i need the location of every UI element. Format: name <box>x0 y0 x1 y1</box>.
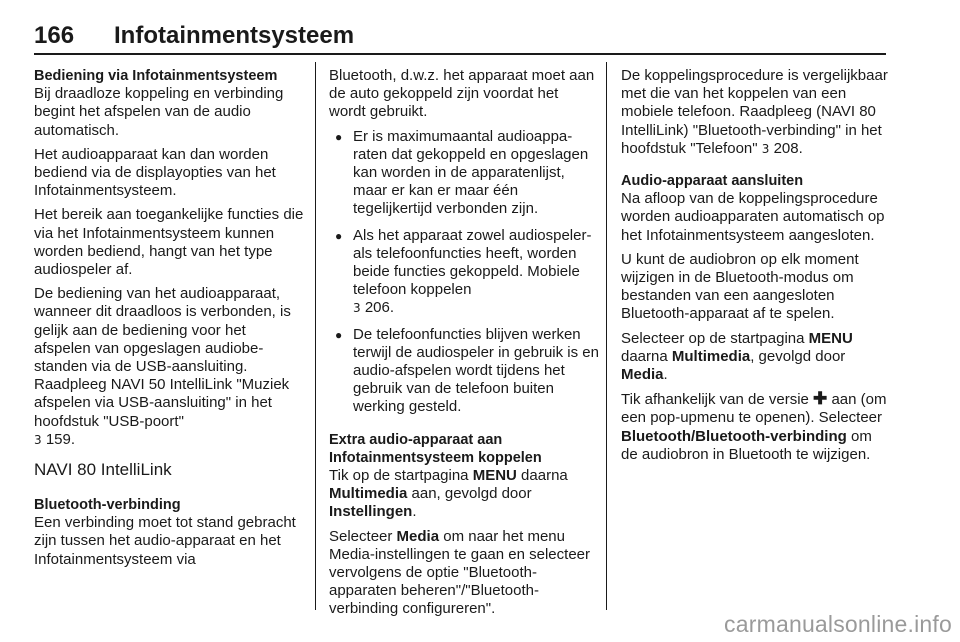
multimedia-term: Multimedia <box>329 485 408 503</box>
paragraph <box>34 285 304 449</box>
paragraph: Het bereik aan toegankelijke functies die via het Infotainmentsysteem kunnen worden bediend, hangt van het type audiospeler af. <box>34 206 304 279</box>
heading-bediening: Bediening via Infotainmentsysteem <box>34 68 278 84</box>
page-ref-icon: 3 <box>34 432 42 447</box>
bullet-list <box>329 128 599 417</box>
heading-extra-apparaat: Extra audio-apparaat aan Infotainmentsysteem koppelen <box>329 431 542 466</box>
column-divider-2 <box>606 62 607 610</box>
paragraph: Bij draadloze koppeling en verbinding begint het afspelen van de audio automatisch. <box>34 85 284 139</box>
bluetooth-verbinding-term: Bluetooth-verbinding <box>695 427 847 445</box>
multimedia-term: Multimedia <box>671 347 751 365</box>
header-rule <box>34 53 886 55</box>
paragraph: Selecteer op de startpagina MENU daarna Multimedia, gevolgd door Media. <box>621 329 853 384</box>
list-item: ● De telefoonfuncties blijven werken terwijl de audiospeler in gebruik is en audio-afspelen wordt tijdens het gebruik van de telefoon buiten werking gesteld. <box>329 326 599 417</box>
bluetooth-term: Bluetooth <box>621 427 691 445</box>
menu-term: MENU <box>808 329 853 347</box>
paragraph: Na afloop van de koppelingsprocedure worden audioapparaten automatisch op het Infotainmentsysteem aangesloten. <box>621 190 885 244</box>
paragraph: De koppelingsprocedure is vergelijkbaar met die van het koppelen van een mobiele telefoon. Raadpleeg (NAVI 80 IntelliLink) "Bluetooth-verbinding" in het hoofdstuk "Telefoon" 3 208. <box>621 67 888 157</box>
heading-audio-aansluiten: Audio-apparaat aansluiten <box>621 173 804 190</box>
column-2 <box>329 67 599 625</box>
list-item: ● Er is maximumaantal audioapparaten dat gekoppeld en opgeslagen kan worden in de apparatenlijst, maar er kan er maar één tegelijkertijd verbonden zijn. <box>329 128 599 219</box>
plus-icon: ✚ <box>813 389 828 409</box>
page-ref-number: 208. <box>773 139 803 157</box>
paragraph: Het audioapparaat kan dan worden bediend via de displayopties van het Infotainmentsysteem. <box>34 145 276 200</box>
section-title: NAVI 80 IntelliLink <box>34 460 172 480</box>
media-term: Media <box>621 366 664 384</box>
page-ref-icon: 3 <box>761 141 770 156</box>
page-header <box>34 22 886 52</box>
paragraph: Een verbinding moet tot stand gebracht zijn tussen het audio-apparaat en het Infotainmentsysteem via <box>34 514 296 568</box>
page-number: 166 <box>34 22 75 49</box>
page-ref-number: 206. <box>364 299 395 317</box>
paragraph: Bluetooth, d.w.z. het apparaat moet aan de auto gekoppeld zijn voordat het wordt gebruikt. <box>329 67 595 121</box>
media-term: Media <box>396 527 440 545</box>
paragraph: U kunt de audiobron op elk moment wijzigen in de Bluetooth-modus om bestanden van een aangesloten Bluetooth-apparaat af te spelen. <box>621 250 859 323</box>
column-3 <box>621 67 891 470</box>
running-title: Infotainmentsysteem <box>114 22 355 49</box>
list-item-text: Als het apparaat zowel audiospeler- als telefoonfuncties heeft, worden beide functies gekoppeld. Mobiele telefoon koppelen <box>353 226 592 299</box>
menu-term: MENU <box>472 467 517 485</box>
list-item <box>329 227 599 318</box>
instellingen-term: Instellingen <box>329 503 413 521</box>
paragraph: Tik afhankelijk van de versie ✚ aan (om een pop-upmenu te openen). Selecteer Bluetooth/Bluetooth-verbinding om de audiobron in Bluetooth te wijzigen. <box>621 389 887 463</box>
watermark: carmanualsonline.info <box>724 611 952 637</box>
page-ref-icon: 3 <box>353 301 361 316</box>
paragraph: Tik op de startpagina MENU daarna Multimedia aan, gevolgd door Instellingen. <box>329 467 568 521</box>
heading-bluetooth-verbinding: Bluetooth-verbinding <box>34 497 181 514</box>
column-1 <box>34 67 304 575</box>
page-ref-number: 159. <box>45 430 76 448</box>
column-divider-1 <box>315 62 316 610</box>
paragraph-text: De bediening van het audioapparaat, wanneer dit draadloos is verbonden, is gelijk aan de bediening voor het afspelen van opgeslagen audiobestanden via de USB-aansluiting. Raadpleeg NAVI 50 IntelliLink "Muziek afspelen via USB-aansluiting" in het hoofdstuk "USB-poort" <box>34 285 291 430</box>
paragraph: Selecteer Media om naar het menu Media-instellingen te gaan en selecteer vervolgens de optie "Bluetooth-apparaten beheren"/"Bluetooth-verbinding configureren". <box>329 527 590 618</box>
